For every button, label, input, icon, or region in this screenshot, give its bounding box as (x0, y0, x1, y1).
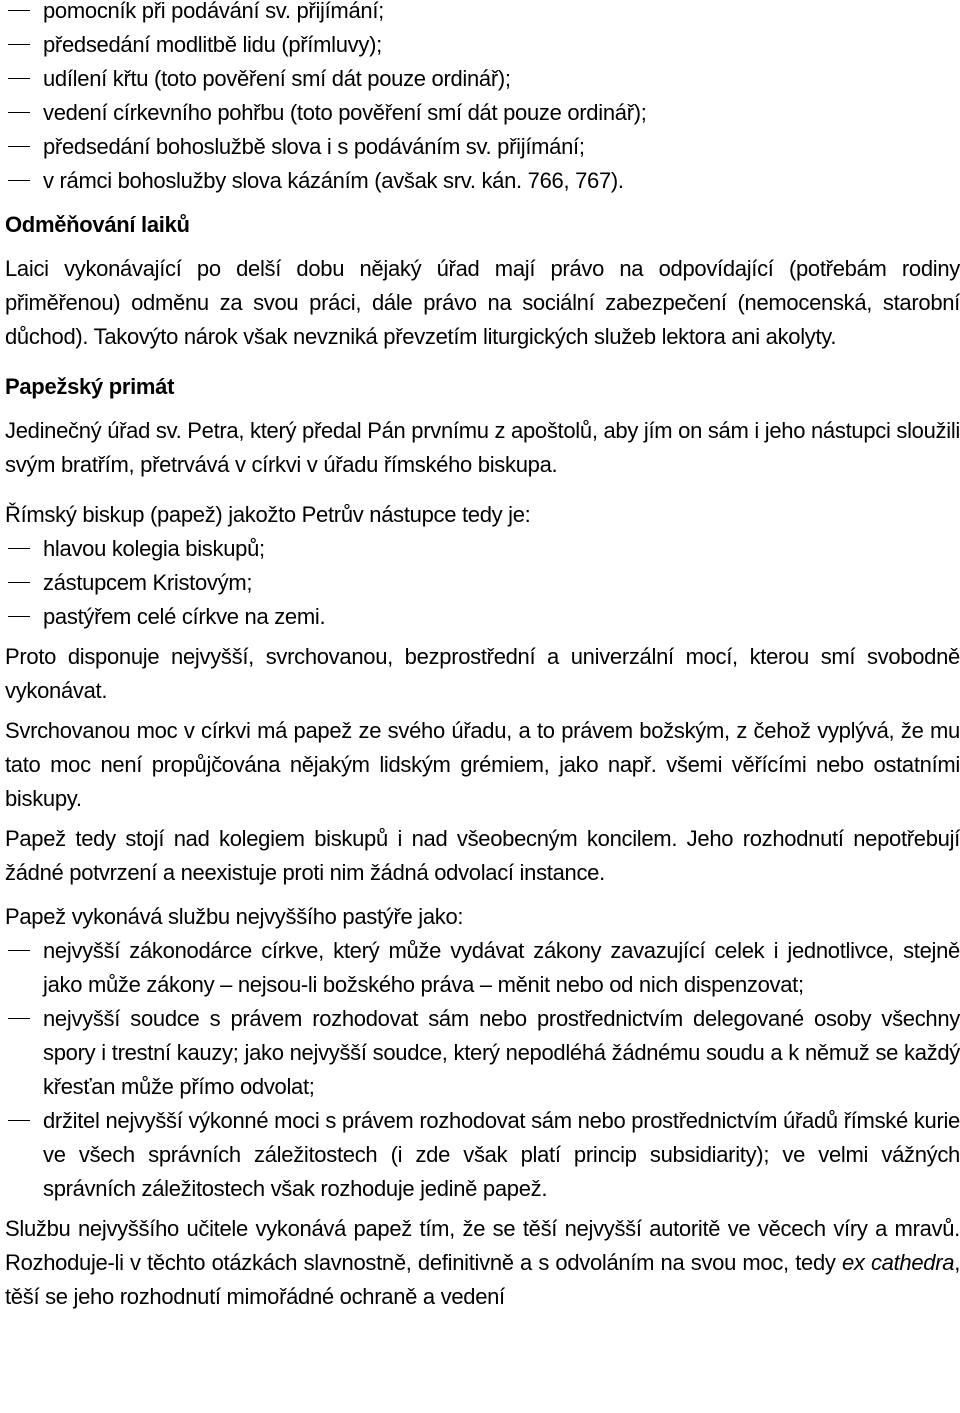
paragraph: Papež vykonává službu nejvyššího pastýře jako: (5, 904, 464, 929)
dash-icon (8, 10, 30, 11)
paragraph: Papež tedy stojí nad kolegiem biskupů i nad všeobecným koncilem. Jeho rozhodnutí nepotřebují žádné potvrzení a neexistuje proti nim žádná odvolací instance. (5, 826, 960, 885)
services-list (5, 0, 960, 198)
list-item: pastýřem celé církve na zemi. (5, 600, 960, 634)
dash-icon (8, 616, 30, 617)
paragraph: Římský biskup (papež) jakožto Petrův nástupce tedy je: (5, 502, 531, 527)
pope-roles-list (5, 532, 960, 634)
dash-icon (8, 146, 30, 147)
paragraph: Laici vykonávající po delší dobu nějaký úřad mají právo na odpovídající (potřebám rodiny přiměřenou) odměnu za svou práci, dále právo na sociální zabezpečení (nemocenská, starobní důchod). Takovýto nárok však nevzniká převzetím liturgických služeb lektora ani akolyty. (5, 256, 960, 349)
list-item: udílení křtu (toto pověření smí dát pouze ordinář); (5, 62, 960, 96)
dash-icon (8, 44, 30, 45)
list-item: v rámci bohoslužby slova kázáním (avšak srv. kán. 766, 767). (5, 164, 960, 198)
list-item: hlavou kolegia biskupů; (5, 532, 960, 566)
paragraph: Proto disponuje nejvyšší, svrchovanou, bezprostřední a univerzální mocí, kterou smí svobodně vykonávat. (5, 644, 960, 703)
dash-icon (8, 1018, 30, 1019)
section-heading-papal-primacy: Papežský primát (5, 374, 175, 399)
dash-icon (8, 112, 30, 113)
paragraph: Svrchovanou moc v církvi má papež ze svého úřadu, a to právem božským, z čehož vyplývá, že mu tato moc není propůjčována nějakým lidským grémiem, jako např. všemi věřícími nebo ostatními biskupy. (5, 718, 960, 811)
section-heading-lay-remuneration: Odměňování laiků (5, 212, 190, 237)
list-item: zástupcem Kristovým; (5, 566, 960, 600)
list-item: nejvyšší zákonodárce církve, který může vydávat zákony zavazující celek i jednotlivce, stejně jako může zákony – nejsou-li božského práva – měnit nebo od nich dispenzovat; (5, 934, 960, 1002)
list-item: nejvyšší soudce s právem rozhodovat sám nebo prostřednictvím delegované osoby všechny spory i trestní kauzy; jako nejvyšší soudce, který nepodléhá žádnému soudu a k němuž se každý křesťan může přímo odvolat; (5, 1002, 960, 1104)
list-item: držitel nejvyšší výkonné moci s právem rozhodovat sám nebo prostřednictvím úřadů římské kurie ve všech správních záležitostech (i zde však platí princip subsidiarity); ve velmi vážných správních záležitostech však rozhoduje jedině papež. (5, 1104, 960, 1206)
list-item: pomocník při podávání sv. přijímání; (5, 0, 960, 28)
list-item: vedení církevního pohřbu (toto pověření smí dát pouze ordinář); (5, 96, 960, 130)
dash-icon (8, 582, 30, 583)
dash-icon (8, 548, 30, 549)
paragraph: Jedinečný úřad sv. Petra, který předal Pán prvnímu z apoštolů, aby jím on sám i jeho nástupci sloužili svým bratřím, přetrvává v církvi v úřadu římského biskupa. (5, 418, 960, 477)
dash-icon (8, 950, 30, 951)
dash-icon (8, 180, 30, 181)
paragraph: Službu nejvyššího učitele vykonává papež tím, že se těší nejvyšší autoritě ve věcech víry a mravů. Rozhoduje-li v těchto otázkách slavnostně, definitivně a s odvoláním na svou moc, tedy ex cathedra, těší se jeho rozhodnutí mimořádné ochraně a vedení (5, 1216, 960, 1309)
list-item: předsedání modlitbě lidu (přímluvy); (5, 28, 960, 62)
ex-cathedra-term: ex cathedra (841, 1250, 955, 1275)
dash-icon (8, 1120, 30, 1121)
list-item: předsedání bohoslužbě slova i s podáváním sv. přijímání; (5, 130, 960, 164)
dash-icon (8, 78, 30, 79)
supreme-pastor-list (5, 934, 960, 1206)
